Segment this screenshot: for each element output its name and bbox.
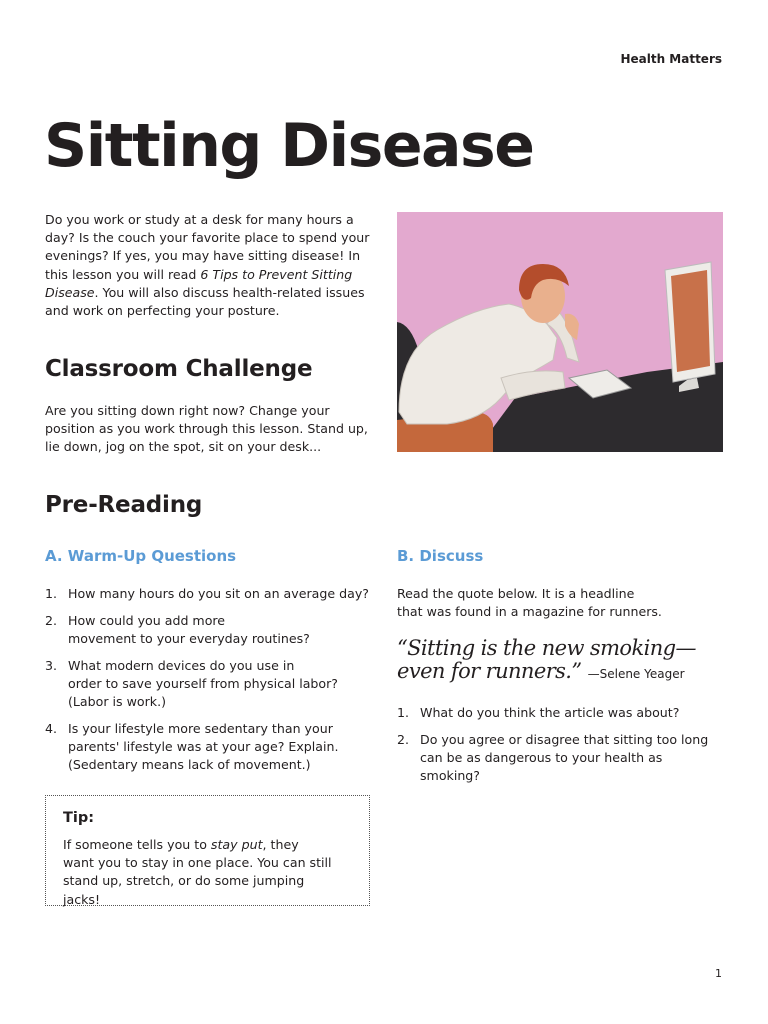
item-text: How many hours do you sit on an average day? [68, 586, 369, 601]
intro-article-title: 6 Tips to Prevent Sitting Disease [45, 266, 353, 300]
tip-text [63, 836, 333, 909]
item-text: Is your lifestyle more sedentary than your parents' lifestyle was at your age? Explain. (Sedentary means lack of movement.) [68, 720, 339, 773]
item-number: 2. [397, 731, 410, 747]
headline-quote [397, 637, 723, 686]
item-text: How could you add more movement to your everyday routines? [68, 612, 310, 646]
illustration-man-at-computer [397, 212, 723, 452]
warm-up-questions-heading: A. Warm-Up Questions [45, 547, 237, 565]
tip-heading: Tip: [63, 810, 95, 826]
illustration-svg [397, 212, 723, 452]
tip-box [45, 795, 370, 906]
pre-reading-heading: Pre-Reading [45, 492, 203, 518]
intro-text-end: . You will also discuss health-related issues and work on perfecting your posture. [45, 284, 365, 319]
list-item [45, 612, 375, 648]
tip-idiom: stay put [210, 837, 263, 852]
item-text: What do you think the article was about? [420, 705, 680, 720]
list-item [45, 657, 375, 712]
warm-up-questions-list [45, 585, 375, 783]
header-label: Health Matters [620, 52, 722, 66]
classroom-challenge-text: Are you sitting down right now? Change your position as you work through this lesson. Stand up, lie down, jog on the spot, sit on your desk... [45, 403, 368, 455]
monitor-screen [671, 270, 710, 372]
intro-text-start: Do you work or study at a desk for many hours a day? Is the couch your favorite place to spend your evenings? If yes, you may have sitting disease! In this lesson you will read [45, 212, 370, 282]
list-item [397, 704, 723, 722]
discuss-heading: B. Discuss [397, 547, 484, 565]
discuss-intro: Read the quote below. It is a headline that was found in a magazine for runners. [397, 586, 662, 620]
item-number: 4. [45, 720, 58, 736]
item-number: 2. [45, 612, 58, 628]
discuss-questions-list [397, 704, 723, 794]
tip-text-start: If someone tells you to [63, 837, 211, 852]
tip-text-end: , they want you to stay in one place. You can still stand up, stretch, or do some jumping jacks! [63, 837, 332, 907]
item-number: 3. [45, 657, 58, 673]
item-text: What modern devices do you use in order to save yourself from physical labor? (Labor is work.) [68, 657, 338, 710]
list-item [397, 731, 723, 786]
item-number: 1. [397, 705, 410, 720]
classroom-challenge-heading: Classroom Challenge [45, 356, 313, 382]
intro-paragraph [45, 211, 375, 320]
page-title: Sitting Disease [44, 111, 534, 181]
page-number: 1 [715, 967, 722, 980]
list-item [45, 585, 375, 603]
quote-attribution: —Selene Yeager [587, 667, 685, 681]
item-number: 1. [45, 586, 58, 601]
list-item [45, 720, 375, 775]
item-text: Do you agree or disagree that sitting too long can be as dangerous to your health as smoking? [420, 731, 709, 784]
quote-text: “Sitting is the new smoking—even for runners.” [397, 636, 696, 683]
